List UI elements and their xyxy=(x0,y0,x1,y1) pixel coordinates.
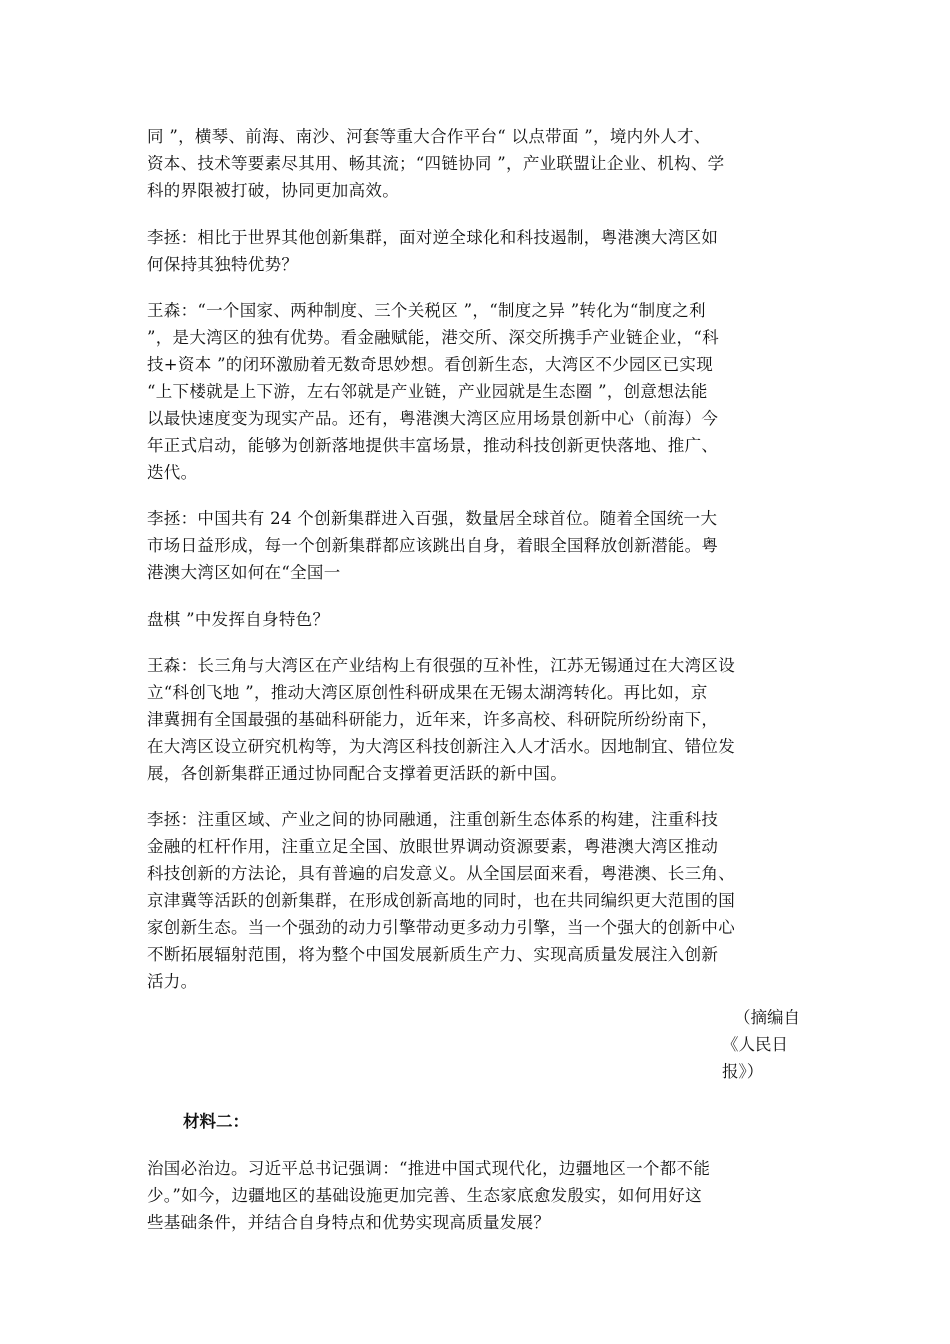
text-line: 同 ”，横琴、前海、南沙、河套等重大合作平台“ 以点带面 ”，境内外人才、 xyxy=(147,127,711,146)
text-line: 少。”如今，边疆地区的基础设施更加完善、生态家底愈发殷实，如何用好这 xyxy=(147,1186,702,1205)
text-line: 李拯：注重区域、产业之间的协同融通，注重创新生态体系的构建，注重科技 xyxy=(147,810,719,829)
text-line: 何保持其独特优势？ xyxy=(147,255,299,274)
text-line: 立“科创飞地 ”，推动大湾区原创性科研成果在无锡太湖湾转化。再比如，京 xyxy=(147,683,708,702)
text-line: 科的界限被打破，协同更加高效。 xyxy=(147,181,399,200)
text-line: 迭代。 xyxy=(147,463,198,482)
text-line: 治国必治边。习近平总书记强调：“推进中国式现代化，边疆地区一个都不能 xyxy=(147,1159,711,1178)
text-line: 家创新生态。当一个强劲的动力引擎带动更多动力引擎，当一个强大的创新中心 xyxy=(147,918,735,937)
text-line: 活力。 xyxy=(147,972,198,991)
text-line: 不断拓展辐射范围，将为整个中国发展新质生产力、实现高质量发展注入创新 xyxy=(147,945,719,964)
text-line: 市场日益形成，每一个创新集群都应该跳出自身，着眼全国释放创新潜能。粤 xyxy=(147,536,719,555)
section-heading: 材料二： xyxy=(183,1112,249,1131)
source-line: 《人民日 xyxy=(722,1035,788,1054)
text-line: 京津冀等活跃的创新集群，在形成创新高地的同时，也在共同编织更大范围的国 xyxy=(147,891,735,910)
text-line: 盘棋 ”中发挥自身特色？ xyxy=(147,610,330,629)
text-line: 在大湾区设立研究机构等，为大湾区科技创新注入人才活水。因地制宜、错位发 xyxy=(147,737,735,756)
text-line: “上下楼就是上下游，左右邻就是产业链，产业园就是生态圈 ”，创意想法能 xyxy=(147,382,708,401)
source-line: （摘编自 xyxy=(734,1008,800,1027)
text-line: 金融的杠杆作用，注重立足全国、放眼世界调动资源要素，粤港澳大湾区推动 xyxy=(147,837,719,856)
text-line: 些基础条件，并结合自身特点和优势实现高质量发展？ xyxy=(147,1213,551,1232)
text-line: 津冀拥有全国最强的基础科研能力，近年来，许多高校、科研院所纷纷南下， xyxy=(147,710,719,729)
text-line: 技+资本 ”的闭环激励着无数奇思妙想。看创新生态，大湾区不少园区已实现 xyxy=(147,355,714,374)
text-line: 李拯：相比于世界其他创新集群，面对逆全球化和科技遏制，粤港澳大湾区如 xyxy=(147,228,719,247)
text-line: 港澳大湾区如何在“全国一 xyxy=(147,563,341,582)
source-line: 报》） xyxy=(722,1062,764,1081)
text-line: 资本、技术等要素尽其用、畅其流；“四链协同 ”，产业联盟让企业、机构、学 xyxy=(147,154,725,173)
text-line: ”，是大湾区的独有优势。看金融赋能，港交所、深交所携手产业链企业，“科 xyxy=(147,328,719,347)
text-line: 展，各创新集群正通过协同配合支撑着更活跃的新中国。 xyxy=(147,764,567,783)
text-line: 李拯：中国共有 24 个创新集群进入百强，数量居全球首位。随着全国统一大 xyxy=(147,509,718,528)
text-line: 科技创新的方法论，具有普遍的启发意义。从全国层面来看，粤港澳、长三角、 xyxy=(147,864,735,883)
text-line: 年正式启动，能够为创新落地提供丰富场景，推动科技创新更快落地、推广、 xyxy=(147,436,719,455)
text-line: 以最快速度变为现实产品。还有，粤港澳大湾区应用场景创新中心（前海）今 xyxy=(147,409,719,428)
text-line: 王森：“一个国家、两种制度、三个关税区 ”，“制度之异 ”转化为“制度之利 xyxy=(147,301,706,320)
text-line: 王森：长三角与大湾区在产业结构上有很强的互补性，江苏无锡通过在大湾区设 xyxy=(147,656,735,675)
